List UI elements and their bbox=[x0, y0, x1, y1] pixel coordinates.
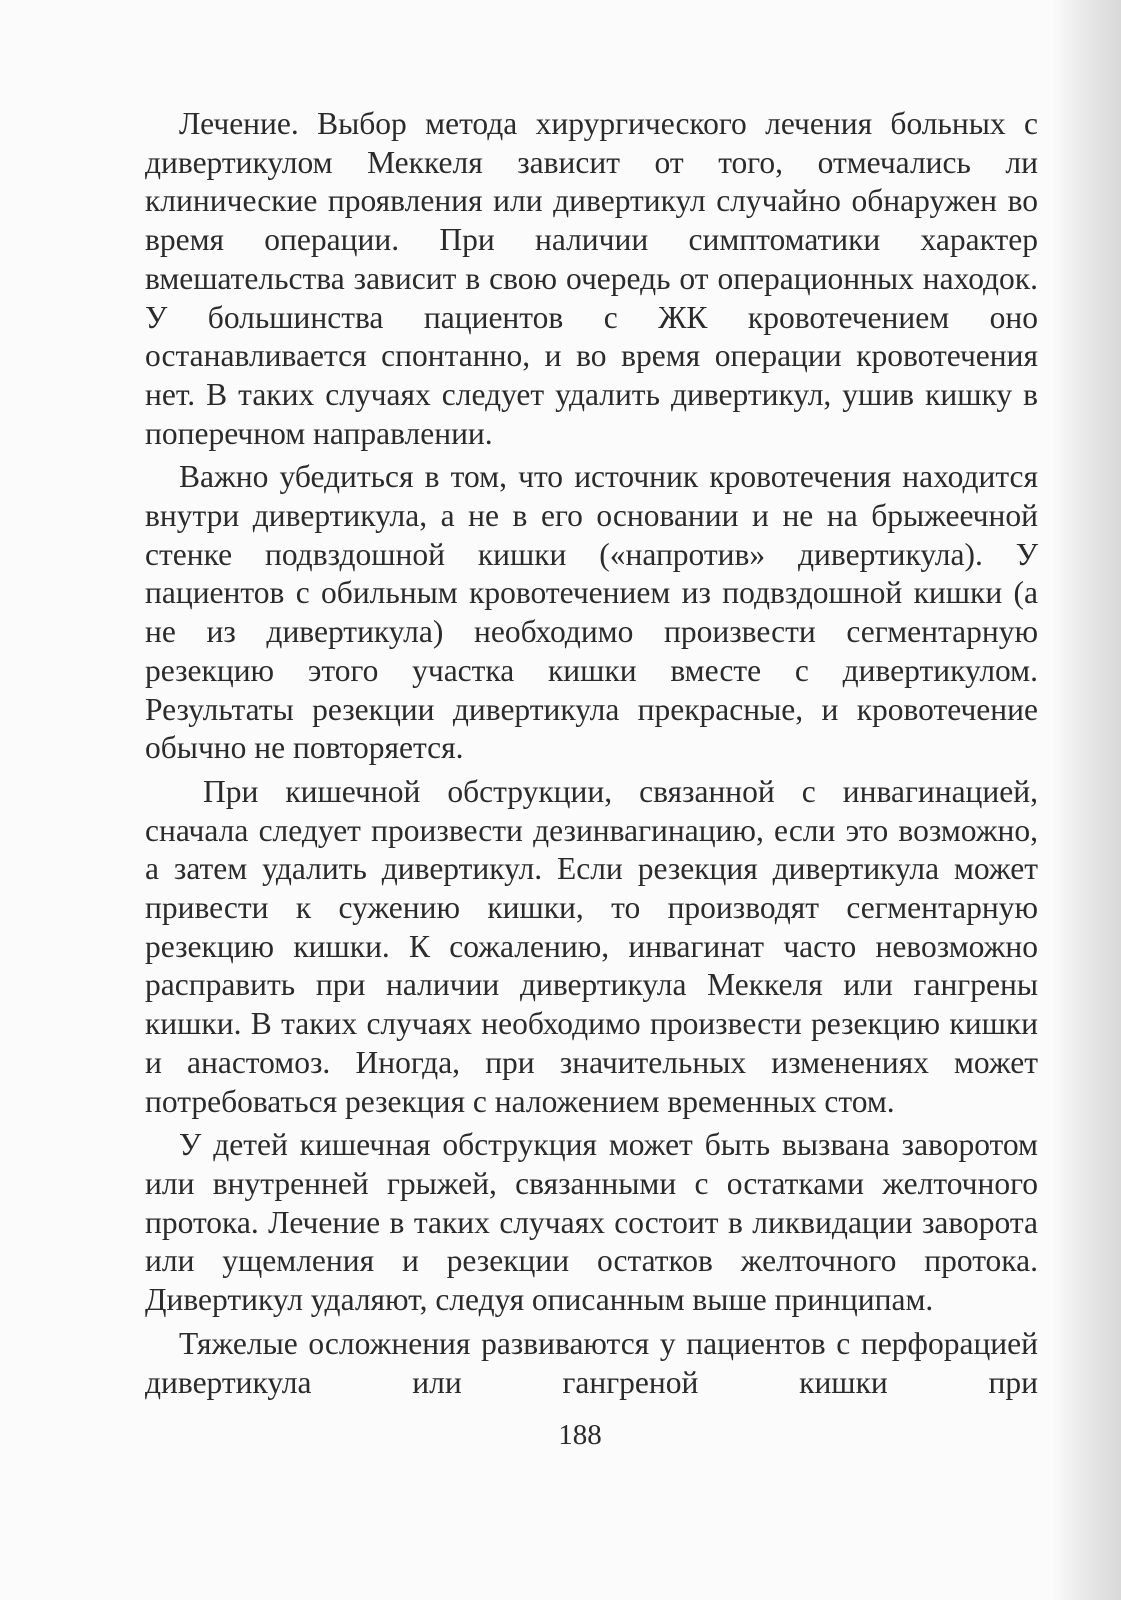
page-edge-shadow bbox=[1051, 0, 1121, 1600]
paragraph-intussusception: При кишечной обструкции, связанной с инвагинацией, сначала следует произвести дезинвагинацию, если это возможно, а затем удалить дивертикул. Если резекция дивертикула может привести к сужению кишки, то производят сегментарную резекцию кишки. К сожалению, инвагинат часто невозможно расправить при наличии дивертикула Меккеля или гангрены кишки. В таких случаях необходимо произвести резекцию кишки и анастомоз. Иногда, при значительных изменениях может потребоваться резекция с наложением временных стом. bbox=[145, 773, 1038, 1119]
paragraph-children-obstruction: У детей кишечная обструкция может быть вызвана заворотом или внутренней грыжей, связанными с остатками желточного протока. Лечение в таких случаях состоит в ликвидации заворота или ущемления и резекции остатков желточного протока. Дивертикул удаляют, следуя описанным выше принципам. bbox=[145, 1127, 1038, 1318]
paragraph-treatment-intro: Лечение. Выбор метода хирургического лечения больных с дивертикулом Меккеля зависит от того, отмечались ли клинические проявления или дивертикул случайно обнаружен во время операции. При наличии симптоматики характер вмешательства зависит в свою очередь от операционных находок. У большинства пациентов с ЖК кровотечением оно останавливается спонтанно, и во время операции кровотечения нет. В таких случаях следует удалить дивертикул, ушив кишку в поперечном направлении. bbox=[145, 106, 1038, 451]
body-text bbox=[145, 105, 1038, 1402]
page-number: 188 bbox=[558, 1419, 602, 1451]
paragraph-bleeding-source: Важно убедиться в том, что источник кровотечения находится внутри дивертикула, а не в его основании и не на брыжеечной стенке подвздошной кишки («напротив» дивертикула). У пациентов с обильным кровотечением из подвздошной кишки (а не из дивертикула) необходимо произвести сегментарную резекцию этого участка кишки вместе с дивертикулом. Результаты резекции дивертикула прекрасные, и кровотечение обычно не повторяется. bbox=[145, 459, 1038, 766]
paragraph-complications: Тяжелые осложнения развиваются у пациентов с перфорацией дивертикула или гангреной кишки при bbox=[145, 1325, 1038, 1400]
